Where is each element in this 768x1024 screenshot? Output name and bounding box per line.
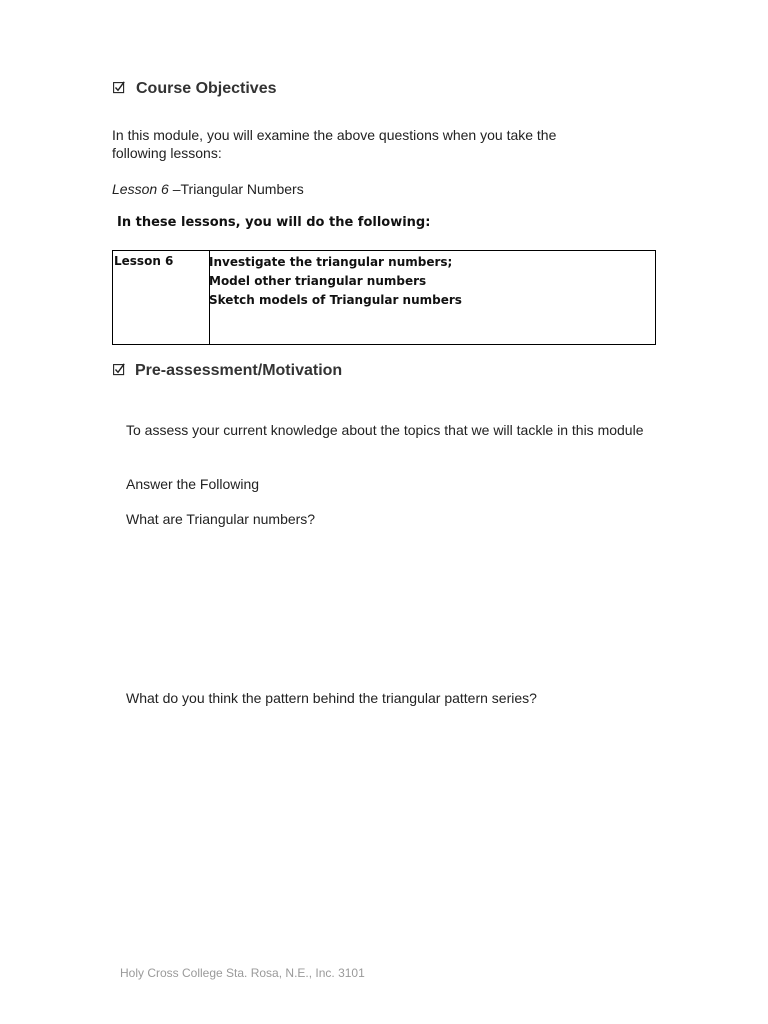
lesson-reference-title: –Triangular Numbers xyxy=(168,181,304,197)
preassessment-instruction: Answer the Following xyxy=(126,476,260,492)
course-objectives-heading: Course Objectives xyxy=(136,80,277,97)
objective-item: Sketch models of Triangular numbers xyxy=(209,293,462,307)
preassessment-heading: Pre-assessment/Motivation xyxy=(135,362,343,379)
question-2: What do you think the pattern behind the triangular pattern series? xyxy=(126,690,537,706)
objectives-intro-line2: following lessons: xyxy=(112,145,222,161)
lessons-lead-in: In these lessons, you will do the following: xyxy=(117,215,431,230)
lesson-reference xyxy=(112,180,304,198)
table-objectives-cell xyxy=(209,253,462,310)
objective-item: Model other triangular numbers xyxy=(209,274,427,288)
checkbox-checked-icon xyxy=(113,81,125,94)
table-lesson-cell: Lesson 6 xyxy=(114,254,174,268)
preassessment-intro: To assess your current knowledge about the topics that we will tackle in this module xyxy=(126,422,644,438)
objectives-intro-line1: In this module, you will examine the above questions when you take the xyxy=(112,127,557,143)
lesson-reference-name: Lesson 6 xyxy=(112,181,169,197)
page-footer: Holy Cross College Sta. Rosa, N.E., Inc. 3101 xyxy=(120,966,365,980)
objective-item: Investigate the triangular numbers; xyxy=(209,255,453,269)
question-1: What are Triangular numbers? xyxy=(126,511,316,527)
checkbox-checked-icon xyxy=(113,363,125,376)
objectives-intro xyxy=(112,126,672,162)
lesson-table xyxy=(112,250,656,345)
